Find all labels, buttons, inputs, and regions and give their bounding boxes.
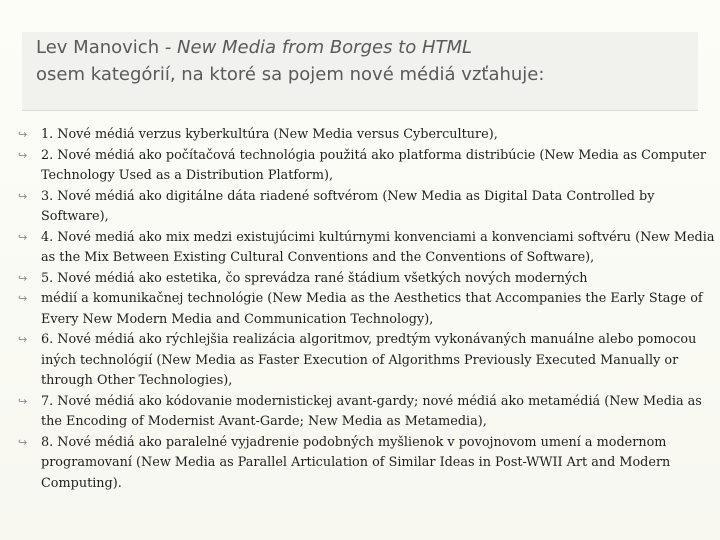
bullet-arrow-icon: ↪ [18, 435, 28, 449]
list-item [18, 125, 716, 146]
slide-title [36, 37, 472, 58]
bullet-arrow-icon: ↪ [18, 394, 28, 408]
list-item-text: 4. Nové mediá ako mix medzi existujúcimi kultúrnymi konvenciami a konvenciami softvéru (New Media as the Mix Between Existing Cultural Conventions and the Conventions of Software), [41, 229, 715, 265]
list-item [18, 228, 716, 269]
list-item [18, 433, 716, 495]
bullet-arrow-icon: ↪ [18, 128, 28, 141]
list-item-text: 7. Nové médiá ako kódovanie modernistickej avant-gardy; nové médiá ako metamédiá (New Media as the Encoding of Modernist Avant-Garde; New Media as Metamedia), [41, 393, 702, 429]
title-author: Lev Manovich - [36, 37, 178, 58]
list-item [18, 289, 716, 330]
list-item [18, 269, 716, 290]
list-item-text: médií a komunikačnej technológie (New Media as the Aesthetics that Accompanies the Early Stage of Every New Modern Media and Communication Technology), [41, 291, 703, 327]
title-book: New Media from Borges to HTML [177, 37, 473, 58]
bullet-arrow-icon: ↪ [18, 189, 28, 203]
bullet-arrow-icon: ↪ [18, 148, 28, 162]
slide-subtitle: osem kategórií, na ktoré sa pojem nové médiá vzťahuje: [36, 64, 545, 85]
list-item [18, 392, 716, 433]
list-item [18, 146, 716, 187]
list-item [18, 330, 716, 392]
bullet-arrow-icon: ↪ [18, 230, 28, 244]
title-box [22, 32, 698, 111]
list-item-text: 1. Nové médiá verzus kyberkultúra (New Media versus Cyberculture), [41, 127, 498, 142]
list-item [18, 187, 716, 228]
list-item-text: 6. Nové médiá ako rýchlejšia realizácia algoritmov, predtým vykonávaných manuálne alebo pomocou iných technológií (New Media as Faster Execution of Algorithms Previously Executed Manually or through Other Technologies), [41, 332, 697, 388]
bullet-arrow-icon: ↪ [18, 292, 28, 305]
list-item-text: 3. Nové médiá ako digitálne dáta riadené softvérom (New Media as Digital Data Controlled by Software), [41, 188, 655, 224]
bullet-list [18, 125, 716, 494]
bullet-arrow-icon: ↪ [18, 271, 28, 285]
list-item-text: 2. Nové médiá ako počítačová technológia použitá ako platforma distribúcie (New Media as Computer Technology Used as a Distribution Platform), [41, 147, 707, 183]
list-item-text: 5. Nové médiá ako estetika, čo sprevádza rané štádium všetkých nových moderných [41, 270, 588, 286]
list-item-text: 8. Nové médiá ako paralelné vyjadrenie podobných myšlienok v povojnovom umení a modernom programovaní (New Media as Parallel Articulation of Similar Ideas in Post-WWII Art and Modern Computing). [41, 434, 671, 491]
bullet-arrow-icon: ↪ [18, 333, 28, 346]
